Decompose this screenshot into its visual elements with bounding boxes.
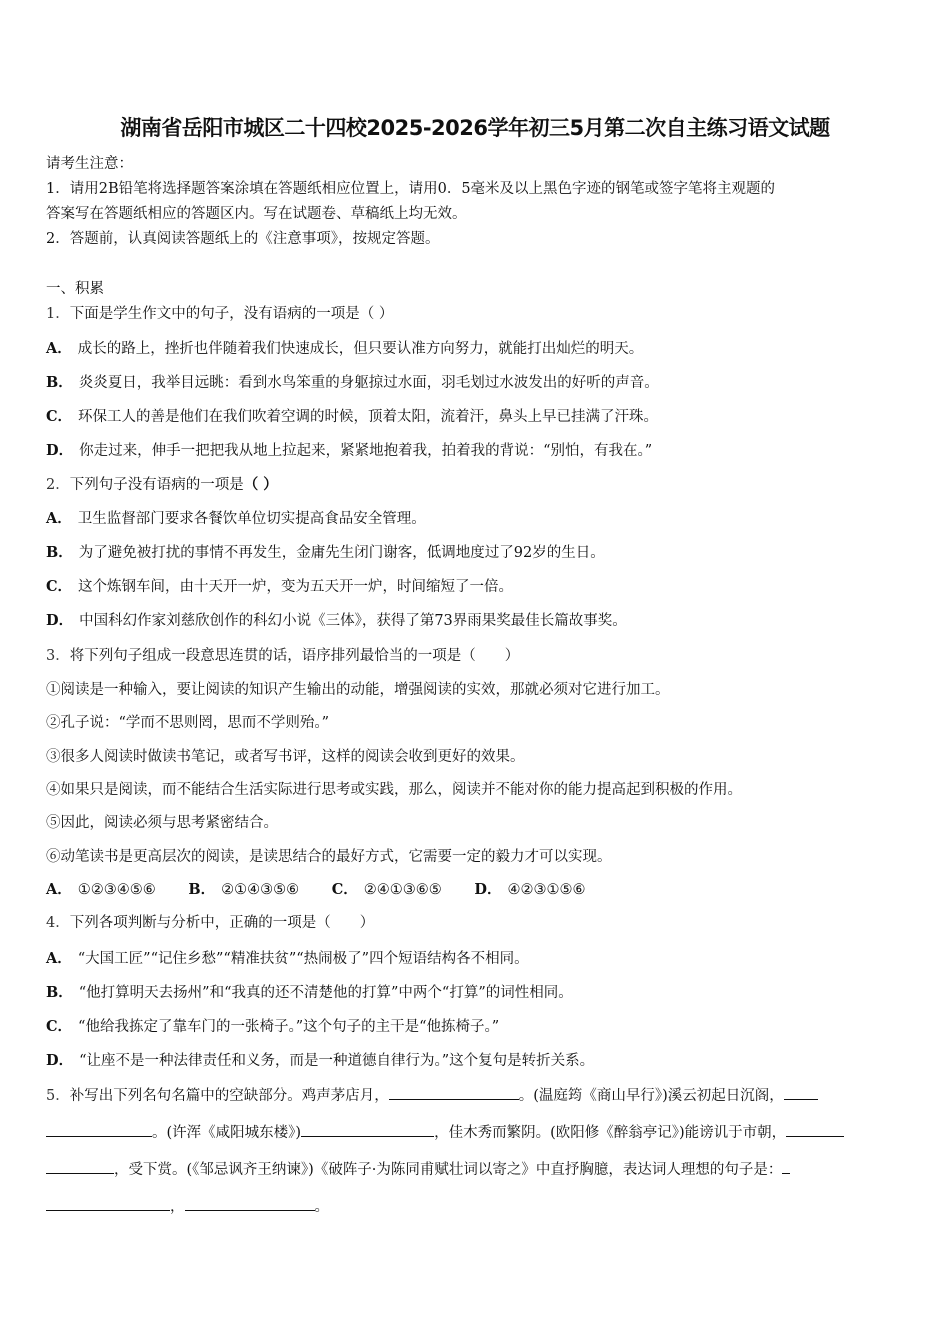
option-letter: B． bbox=[46, 984, 73, 1001]
question-4-number: 4． bbox=[46, 915, 70, 931]
option-letter: B． bbox=[188, 881, 216, 898]
answer-blank[interactable] bbox=[784, 1085, 818, 1100]
answer-blank[interactable] bbox=[782, 1159, 790, 1174]
question-5-text: ，佳木秀而繁阴。(欧阳修《醉翁亭记》)能谤讥于市朝， bbox=[434, 1125, 787, 1141]
sentence-4: ④如果只是阅读，而不能结合生活实际进行思考或实践，那么，阅读并不能对你的能力提高起到积极的作用。 bbox=[46, 782, 742, 798]
question-5-line-3 bbox=[46, 1158, 916, 1179]
option-text: “大国工匠”“记住乡愁”“精准扶贫”“热闹极了”四个短语结构各不相同。 bbox=[77, 951, 529, 967]
option-text: 卫生监督部门要求各餐饮单位切实提高食品安全管理。 bbox=[77, 511, 426, 527]
question-3-option-b bbox=[188, 878, 299, 899]
option-letter: A． bbox=[46, 510, 72, 527]
option-letter: D． bbox=[46, 1052, 74, 1069]
question-2-option-b bbox=[46, 541, 916, 562]
question-4 bbox=[46, 911, 916, 932]
section-heading: 一、积累 bbox=[46, 281, 104, 297]
answer-blank[interactable] bbox=[185, 1196, 315, 1211]
question-2 bbox=[46, 473, 916, 494]
question-4-option-d bbox=[46, 1049, 916, 1070]
question-2-option-c bbox=[46, 575, 916, 596]
question-2-stem: 下列句子没有语病的一项是 bbox=[69, 477, 244, 493]
question-5-line-4 bbox=[46, 1195, 916, 1216]
option-text: ④②③①⑤⑥ bbox=[507, 882, 586, 898]
question-3-option-d bbox=[474, 878, 585, 899]
question-3-option-a bbox=[46, 878, 156, 899]
question-1-option-d bbox=[46, 439, 916, 460]
sentence-6: ⑥动笔读书是更高层次的阅读，是读思结合的最好方式，它需要一定的毅力才可以实现。 bbox=[46, 849, 612, 865]
option-letter: A． bbox=[46, 950, 72, 967]
option-text: 中国科幻作家刘慈欣创作的科幻小说《三体》，获得了第73界雨果奖最佳长篇故事奖。 bbox=[79, 613, 627, 629]
option-letter: D． bbox=[474, 881, 502, 898]
question-4-option-a bbox=[46, 947, 916, 968]
option-text: “他打算明天去扬州”和“我真的还不清楚他的打算”中两个“打算”的词性相同。 bbox=[78, 985, 573, 1001]
question-2-option-a bbox=[46, 507, 916, 528]
question-5-text: 补写出下列名句名篇中的空缺部分。鸡声茅店月， bbox=[69, 1088, 389, 1104]
option-letter: B． bbox=[46, 374, 73, 391]
sentence-1: ①阅读是一种输入，要让阅读的知识产生输出的动能，增强阅读的实效，那就必须对它进行加工。 bbox=[46, 682, 670, 698]
question-4-option-c bbox=[46, 1015, 916, 1036]
question-2-number: 2． bbox=[46, 477, 70, 493]
option-text: 成长的路上，挫折也伴随着我们快速成长，但只要认准方向努力，就能打出灿烂的明天。 bbox=[77, 341, 644, 357]
option-letter: A． bbox=[46, 881, 72, 898]
option-text: 你走过来，伸手一把把我从地上拉起来，紧紧地抱着我，拍着我的背说：“别怕，有我在。” bbox=[79, 443, 653, 459]
option-letter: B． bbox=[46, 544, 73, 561]
option-letter: A． bbox=[46, 340, 72, 357]
sentence-3: ③很多人阅读时做读书笔记，或者写书评，这样的阅读会收到更好的效果。 bbox=[46, 749, 525, 765]
option-letter: C． bbox=[46, 578, 73, 595]
answer-blank[interactable] bbox=[46, 1122, 152, 1137]
option-text: 炎炎夏日，我举目远眺：看到水鸟笨重的身躯掠过水面，羽毛划过水波发出的好听的声音。 bbox=[78, 375, 659, 391]
question-5-number: 5． bbox=[46, 1088, 70, 1104]
option-letter: D． bbox=[46, 442, 74, 459]
option-text: ②①④③⑤⑥ bbox=[221, 882, 300, 898]
question-3 bbox=[46, 644, 916, 665]
question-5-text: ， bbox=[170, 1199, 185, 1215]
option-letter: C． bbox=[46, 1018, 73, 1035]
question-3-option-c bbox=[332, 878, 442, 899]
option-letter: C． bbox=[331, 881, 358, 898]
question-1-option-a bbox=[46, 337, 916, 358]
answer-blank[interactable] bbox=[46, 1196, 170, 1211]
question-5-text: 。(许浑《咸阳城东楼》) bbox=[152, 1125, 302, 1141]
option-text: 为了避免被打扰的事情不再发生，金庸先生闭门谢客，低调地度过了92岁的生日。 bbox=[78, 545, 605, 561]
page-title: 湖南省岳阳市城区二十四校2025-2026学年初三5月第二次自主练习语文试题 bbox=[120, 116, 830, 140]
option-text: 这个炼钢车间，由十天开一炉，变为五天开一炉，时间缩短了一倍。 bbox=[78, 579, 514, 595]
option-text: ①②③④⑤⑥ bbox=[77, 882, 156, 898]
answer-blank[interactable] bbox=[46, 1159, 114, 1174]
question-5-text: ，受下赏。(《邹忌讽齐王纳谏》)《破阵子·为陈同甫赋壮词以寄之》中直抒胸臆，表达词人理想的句子是： bbox=[114, 1162, 783, 1178]
question-1-option-c bbox=[46, 405, 916, 426]
question-4-option-b bbox=[46, 981, 916, 1002]
option-text: 环保工人的善是他们在我们吹着空调的时候，顶着太阳，流着汗，鼻头上早已挂满了汗珠。 bbox=[78, 409, 659, 425]
option-letter: D． bbox=[46, 612, 74, 629]
question-5-text: 。(温庭筠《商山早行》)溪云初起日沉阁， bbox=[518, 1088, 784, 1104]
question-1 bbox=[46, 302, 916, 323]
question-3-options bbox=[46, 878, 916, 899]
question-3-stem: 将下列句子组成一段意思连贯的话，语序排列最恰当的一项是（ ） bbox=[69, 648, 520, 664]
answer-blank[interactable] bbox=[786, 1122, 844, 1137]
question-1-option-b bbox=[46, 371, 916, 392]
notice-item-1: 1．请用2B铅笔将选择题答案涂填在答题纸相应位置上，请用0．5毫米及以上黑色字迹的钢笔或签字笔将主观题的 bbox=[46, 181, 776, 197]
answer-blank[interactable] bbox=[389, 1085, 519, 1100]
sentence-5: ⑤因此，阅读必须与思考紧密结合。 bbox=[46, 815, 278, 831]
option-letter: C． bbox=[46, 408, 73, 425]
question-1-number: 1． bbox=[46, 306, 70, 322]
option-text: “让座不是一种法律责任和义务，而是一种道德自律行为。”这个复句是转折关系。 bbox=[79, 1053, 595, 1069]
question-1-stem: 下面是学生作文中的句子，没有语病的一项是（ ） bbox=[69, 306, 394, 322]
notice-item-1-cont: 答案写在答题纸相应的答题区内。写在试题卷、草稿纸上均无效。 bbox=[46, 206, 467, 222]
question-2-option-d bbox=[46, 609, 916, 630]
question-5-text: 。 bbox=[314, 1199, 329, 1215]
answer-blank[interactable] bbox=[301, 1122, 434, 1137]
notice-item-2: 2．答题前，认真阅读答题纸上的《注意事项》，按规定答题。 bbox=[46, 231, 440, 247]
sentence-2: ②孔子说：“学而不思则罔，思而不学则殆。” bbox=[46, 715, 330, 731]
question-5-line-1 bbox=[46, 1084, 916, 1105]
option-text: ②④①③⑥⑤ bbox=[363, 882, 442, 898]
question-2-paren: （ ） bbox=[243, 476, 278, 493]
notice-heading: 请考生注意： bbox=[46, 156, 133, 172]
question-5-line-2 bbox=[46, 1121, 916, 1142]
question-3-number: 3． bbox=[46, 648, 70, 664]
question-4-stem: 下列各项判断与分析中，正确的一项是（ ） bbox=[69, 915, 375, 931]
option-text: “他给我拣定了靠车门的一张椅子。”这个句子的主干是“他拣椅子。” bbox=[78, 1019, 500, 1035]
